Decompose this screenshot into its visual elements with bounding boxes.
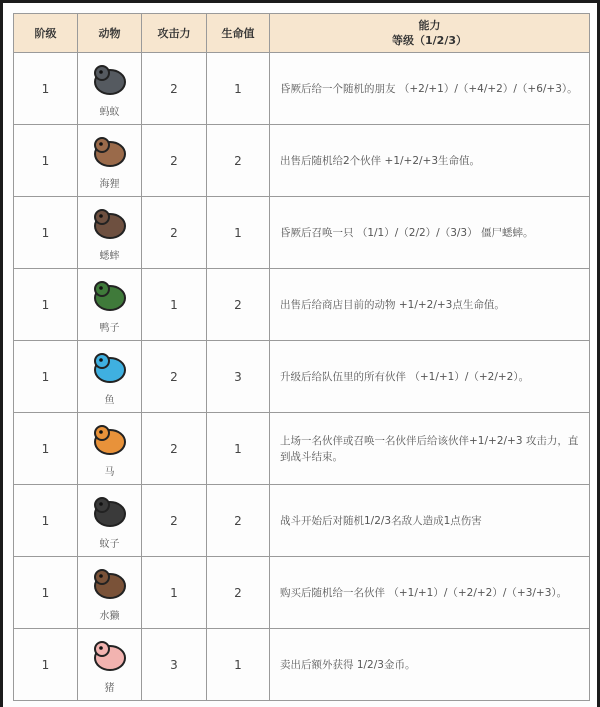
attack-cell: 1 bbox=[142, 269, 207, 341]
animal-name: 蚊子 bbox=[99, 539, 120, 550]
tier-cell: 1 bbox=[14, 341, 78, 413]
animal-name: 海狸 bbox=[99, 179, 120, 190]
animal-cell bbox=[78, 557, 142, 629]
health-cell: 1 bbox=[207, 629, 270, 701]
tier-cell: 1 bbox=[14, 269, 78, 341]
ability-cell: 昏厥后召唤一只 （1/1）/（2/2）/（3/3） 僵尸蟋蟀。 bbox=[270, 197, 590, 269]
animal-cell bbox=[78, 485, 142, 557]
animal-cell bbox=[78, 629, 142, 701]
pig-icon bbox=[89, 635, 131, 677]
ability-cell: 上场一名伙伴或召唤一名伙伴后给该伙伴+1/+2/+3 攻击力，直到战斗结束。 bbox=[270, 413, 590, 485]
tier-cell: 1 bbox=[14, 197, 78, 269]
table-row bbox=[14, 413, 590, 485]
animal-cell bbox=[78, 125, 142, 197]
ability-cell: 战斗开始后对随机1/2/3名敌人造成1点伤害 bbox=[270, 485, 590, 557]
header-tier: 阶级 bbox=[14, 14, 78, 53]
ability-cell: 出售后随机给2个伙伴 +1/+2/+3生命值。 bbox=[270, 125, 590, 197]
health-cell: 2 bbox=[207, 557, 270, 629]
tier-cell: 1 bbox=[14, 629, 78, 701]
table-row bbox=[14, 341, 590, 413]
table-row bbox=[14, 197, 590, 269]
health-cell: 1 bbox=[207, 53, 270, 125]
animal-cell bbox=[78, 197, 142, 269]
tier-cell: 1 bbox=[14, 53, 78, 125]
animal-name: 鱼 bbox=[104, 395, 115, 406]
attack-cell: 2 bbox=[142, 485, 207, 557]
animal-cell bbox=[78, 53, 142, 125]
header-ability-title: 能力 bbox=[418, 19, 441, 32]
attack-cell: 2 bbox=[142, 125, 207, 197]
table-row bbox=[14, 53, 590, 125]
animal-cell bbox=[78, 413, 142, 485]
mosquito-icon bbox=[89, 491, 131, 533]
table-row bbox=[14, 269, 590, 341]
header-animal: 动物 bbox=[78, 14, 142, 53]
tier-cell: 1 bbox=[14, 413, 78, 485]
ability-cell: 昏厥后给一个随机的朋友 （+2/+1）/（+4/+2）/（+6/+3）。 bbox=[270, 53, 590, 125]
ability-cell: 购买后随机给一名伙伴 （+1/+1）/（+2/+2）/（+3/+3）。 bbox=[270, 557, 590, 629]
animal-name: 蟋蟀 bbox=[99, 251, 120, 262]
header-row bbox=[14, 14, 590, 53]
fish-icon bbox=[89, 347, 131, 389]
animal-cell bbox=[78, 341, 142, 413]
tier-cell: 1 bbox=[14, 557, 78, 629]
table-row bbox=[14, 125, 590, 197]
animal-cell bbox=[78, 269, 142, 341]
ability-cell: 出售后给商店目前的动物 +1/+2/+3点生命值。 bbox=[270, 269, 590, 341]
otter-icon bbox=[89, 563, 131, 605]
animal-name: 鸭子 bbox=[99, 323, 120, 334]
attack-cell: 1 bbox=[142, 557, 207, 629]
health-cell: 1 bbox=[207, 197, 270, 269]
health-cell: 2 bbox=[207, 125, 270, 197]
header-health: 生命值 bbox=[207, 14, 270, 53]
attack-cell: 2 bbox=[142, 341, 207, 413]
health-cell: 3 bbox=[207, 341, 270, 413]
pet-tier-table bbox=[13, 13, 590, 701]
health-cell: 1 bbox=[207, 413, 270, 485]
header-ability-levels: 等级（1/2/3） bbox=[392, 34, 467, 47]
table-row bbox=[14, 485, 590, 557]
duck-icon bbox=[89, 275, 131, 317]
ant-icon bbox=[89, 59, 131, 101]
horse-icon bbox=[89, 419, 131, 461]
animal-name: 马 bbox=[104, 467, 115, 478]
animal-name: 水獭 bbox=[99, 611, 120, 622]
attack-cell: 3 bbox=[142, 629, 207, 701]
ability-cell: 卖出后额外获得 1/2/3金币。 bbox=[270, 629, 590, 701]
table-row bbox=[14, 629, 590, 701]
attack-cell: 2 bbox=[142, 413, 207, 485]
cricket-icon bbox=[89, 203, 131, 245]
tier-cell: 1 bbox=[14, 485, 78, 557]
table-frame bbox=[3, 3, 597, 707]
animal-name: 蚂蚁 bbox=[99, 107, 120, 118]
attack-cell: 2 bbox=[142, 53, 207, 125]
beaver-icon bbox=[89, 131, 131, 173]
header-ability bbox=[270, 14, 590, 53]
health-cell: 2 bbox=[207, 485, 270, 557]
health-cell: 2 bbox=[207, 269, 270, 341]
tier-cell: 1 bbox=[14, 125, 78, 197]
ability-cell: 升级后给队伍里的所有伙伴 （+1/+1）/（+2/+2）。 bbox=[270, 341, 590, 413]
table-row bbox=[14, 557, 590, 629]
header-attack: 攻击力 bbox=[142, 14, 207, 53]
animal-name: 猪 bbox=[104, 683, 115, 694]
attack-cell: 2 bbox=[142, 197, 207, 269]
